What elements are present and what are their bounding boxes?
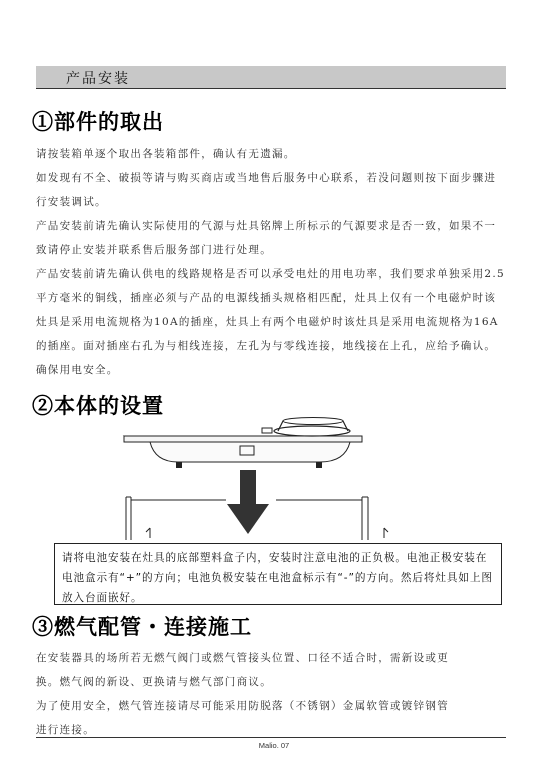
section3-title: ③燃气配管・连接施工 [32,614,252,639]
header-title: 产品安装 [66,71,130,87]
section3-para-2: 为了使用安全，燃气管连接请尽可能采用防脱落（不锈钢）金属软管或镀锌钢管进行连接。 [36,700,449,736]
battery-notice-box [54,543,502,605]
section3-body [36,646,456,742]
footer-page-number: Malio. 07 [258,741,290,750]
cooktop-illustration [124,418,362,469]
section1-para-2: 如发现有不全、破损等请与购买商店或当地售后服务中心联系，若没问题则按下面步骤进行安装调试。 [36,172,497,208]
section1-para-3: 产品安装前请先确认实际使用的气源与灶具铭牌上所标示的气源要求是否一致，如果不一致请停止安装并联系售后服务部门进行处理。 [36,220,497,256]
section2-title: ②本体的设置 [32,393,164,418]
section1-para-4: 产品安装前请先确认供电的线路规格是否可以承受电灶的用电功率，我们要求单独采用2.5平方毫米的铜线，插座必须与产品的电源线插头规格相匹配，灶具上仅有一个电磁炉时该灶具是采用电流规格为10A的插座，灶具上有两个电磁炉时该灶具是采用电流规格为16A的插座。面对插座右孔为与相线连接，左孔为与零线连接，地线接在上孔，应给予确认。确保用电安全。 [36,268,505,376]
section1-title: ①部件的取出 [32,109,164,134]
battery-notice-text: 请将电池安装在灶具的底部塑料盒子内，安装时注意电池的正负极。电池正极安装在电池盒示有“+”的方向；电池负极安装在电池盒标示有“-”的方向。然后将灶具如上图放入台面嵌好。 [62,552,493,604]
footer-rule [36,737,506,738]
down-arrow-icon [227,470,269,534]
section3-para-1: 在安装器具的场所若无燃气阀门或燃气管接头位置、口径不适合时，需新设或更换。燃气阀的新设、更换请与燃气部门商议。 [36,652,449,688]
section1-para-1: 请按装箱单逐个取出各装箱部件，确认有无遗漏。 [36,148,296,160]
